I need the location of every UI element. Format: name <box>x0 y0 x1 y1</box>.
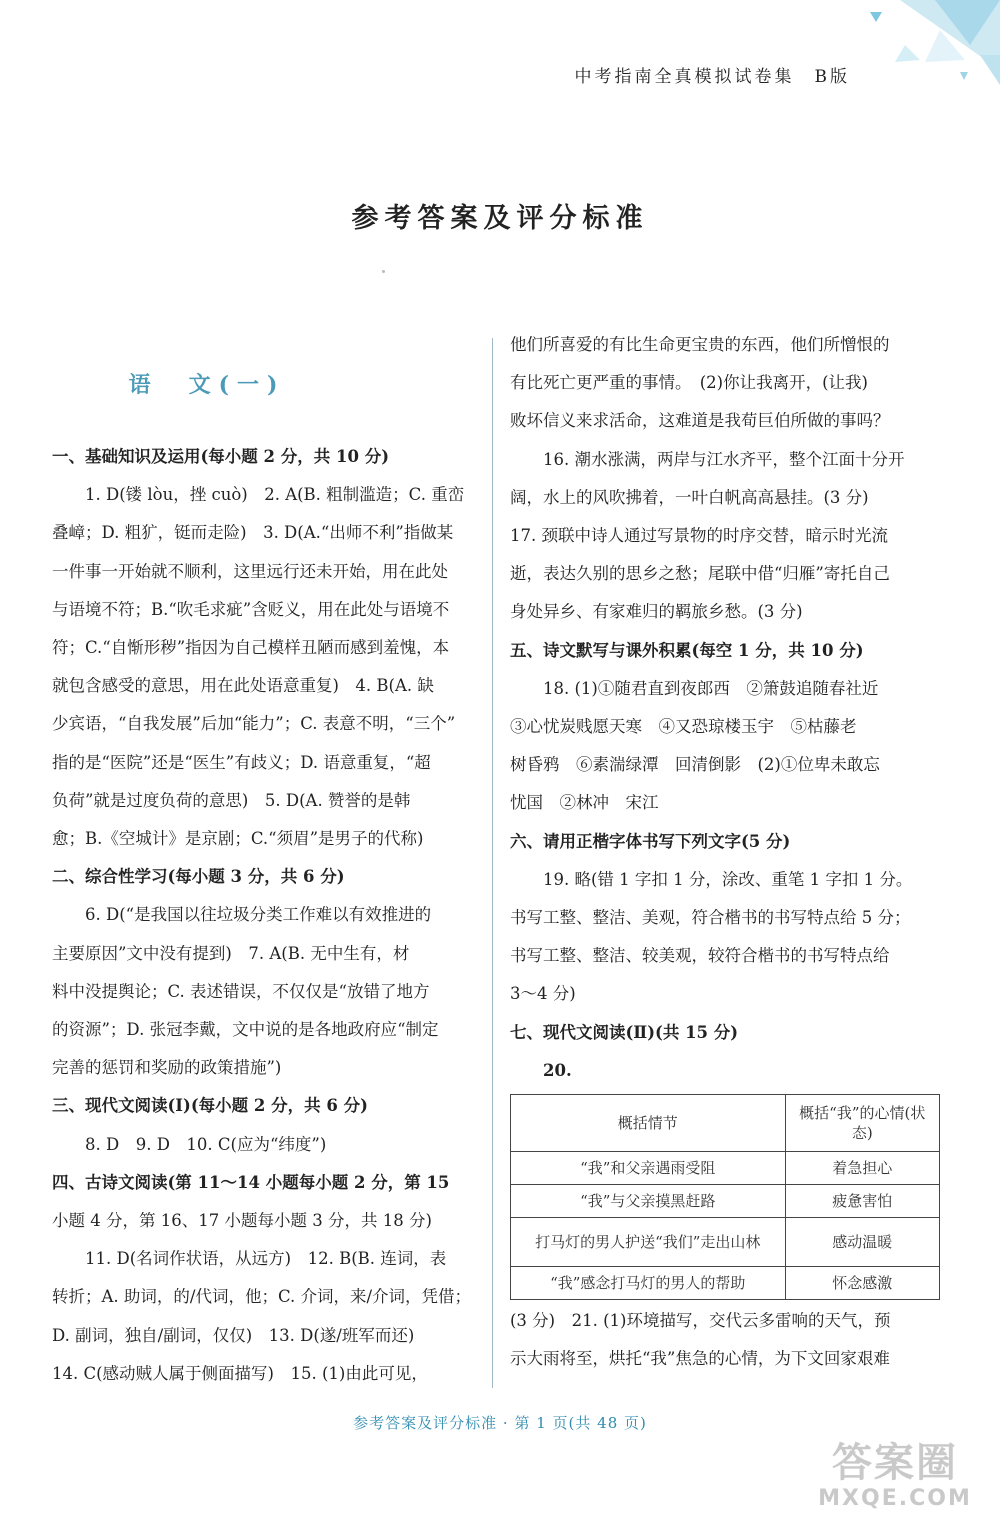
table-header-row <box>511 1095 940 1152</box>
page-title: 参考答案及评分标准 <box>351 203 649 234</box>
left-column <box>52 438 482 1393</box>
right-column-bottom <box>510 1302 946 1378</box>
text-line: 六、请用正楷字体书写下列文字(5 分) <box>510 831 791 851</box>
text-line: 主要原因”文中没有提到) 7. A(B. 无中生有，材 <box>52 943 410 963</box>
table-row <box>511 1185 940 1218</box>
text-line: 20. <box>543 1060 572 1080</box>
text-line: 一、基础知识及运用(每小题 2 分，共 10 分) <box>52 447 390 466</box>
right-column <box>510 326 946 1378</box>
text-line: 逝，表达久别的思乡之愁；尾联中借“归雁”寄托自己 <box>510 564 890 584</box>
text-line: 二、综合性学习(每小题 3 分，共 6 分) <box>52 867 345 887</box>
table-cell-mood: 疲惫害怕 <box>785 1185 939 1218</box>
table-cell-mood: 怀念感激 <box>785 1267 939 1300</box>
text-line: 一件事一开始就不顺利，这里远行还未开始，用在此处 <box>52 561 448 581</box>
text-line: ③心忧炭贱愿天寒 ④又恐琼楼玉宇 ⑤枯藤老 <box>510 717 857 737</box>
text-line: 七、现代文阅读(Ⅱ)(共 15 分) <box>510 1022 739 1042</box>
text-line: 11. D(名词作状语，从远方) 12. B(B. 连词，表 <box>85 1249 447 1269</box>
header-title: 中考指南全真模拟试卷集 B版 <box>574 67 850 87</box>
table-cell-plot: “我”与父亲摸黑赶路 <box>511 1185 786 1218</box>
watermark-logo <box>805 1440 985 1512</box>
text-line: D. 副词，独自/副词，仅仅) 13. D(遂/班军而还) <box>52 1325 415 1345</box>
text-line: 示大雨将至，烘托“我”焦急的心情，为下文回家艰难 <box>510 1349 890 1369</box>
right-column-top <box>510 326 946 1090</box>
table-row <box>511 1152 940 1185</box>
text-line: 符；C.“自惭形秽”指因为自己模样丑陋而感到羞愧，本 <box>52 638 450 658</box>
text-line: 与语境不符；B.“吹毛求疵”含贬义，用在此处与语境不 <box>52 599 450 619</box>
text-line: 17. 颈联中诗人通过写景物的时序交替，暗示时光流 <box>510 526 888 546</box>
triangle-decoration <box>840 0 1000 90</box>
text-line: 三、现代文阅读(Ⅰ)(每小题 2 分，共 6 分) <box>52 1096 368 1116</box>
page-footer: 参考答案及评分标准 · 第 1 页(共 48 页) <box>353 1414 647 1432</box>
answer-table <box>510 1094 940 1300</box>
table-row <box>511 1267 940 1300</box>
text-line: 的资源”；D. 张冠李戴，文中说的是各地政府应“制定 <box>52 1020 439 1040</box>
text-line: 书写工整、整洁、较美观，较符合楷书的书写特点给 <box>510 946 890 966</box>
text-line: 3～4 分) <box>510 984 576 1004</box>
text-line: 就包含感受的意思，用在此处语意重复) 4. B(A. 缺 <box>52 676 434 696</box>
text-line: 阔，水上的风吹拂着，一叶白帆高高悬挂。(3 分) <box>510 487 869 507</box>
text-line: 树昏鸦 ⑥素湍绿潭 回清倒影 (2)①位卑未敢忘 <box>510 755 880 775</box>
text-line: 18. (1)①随君直到夜郎西 ②箫鼓追随春社近 <box>543 678 879 698</box>
column-divider <box>492 338 493 1388</box>
text-line: 指的是“医院”还是“医生”有歧义；D. 语意重复，“超 <box>52 752 431 772</box>
table-header-mood: 概括“我”的心情(状态) <box>785 1095 939 1152</box>
text-line: 19. 略(错 1 字扣 1 分，涂改、重笔 1 字扣 1 分。 <box>543 869 913 889</box>
answer-table-wrap <box>510 1094 940 1300</box>
text-line: 料中没提舆论；C. 表述错误，不仅仅是“放错了地方 <box>52 981 430 1001</box>
text-line: 14. C(感动贼人属于侧面描写) 15. (1)由此可见， <box>52 1363 428 1383</box>
watermark-text: 答案圈 <box>832 1440 958 1486</box>
text-line: 有比死亡更严重的事情。 (2)你让我离开，(让我) <box>510 373 868 393</box>
table-cell-plot: “我”和父亲遇雨受阻 <box>511 1152 786 1185</box>
text-line: 16. 潮水涨满，两岸与江水齐平，整个江面十分开 <box>543 449 905 469</box>
table-header-plot: 概括情节 <box>511 1095 786 1152</box>
table-row <box>511 1218 940 1267</box>
text-line: 负荷”就是过度负荷的意思) 5. D(A. 赞誉的是韩 <box>52 790 411 810</box>
text-line: 身处异乡、有家难归的羁旅乡愁。(3 分) <box>510 602 803 622</box>
table-cell-mood: 感动温暖 <box>785 1218 939 1267</box>
text-line: 书写工整、整洁、美观，符合楷书的书写特点给 5 分； <box>510 908 911 928</box>
text-line: 完善的惩罚和奖励的政策措施”) <box>52 1058 282 1078</box>
text-line: 8. D 9. D 10. C(应为“纬度”) <box>85 1134 327 1154</box>
text-line: 小题 4 分，第 16、17 小题每小题 3 分，共 18 分) <box>52 1211 432 1231</box>
text-line: 1. D(镂 lòu，挫 cuò) 2. A(B. 粗制滥造；C. 重峦 <box>85 485 465 505</box>
text-line: 叠嶂；D. 粗犷，铤而走险) 3. D(A.“出师不利”指做某 <box>52 523 454 543</box>
text-line: 6. D(“是我国以往垃圾分类工作难以有效推进的 <box>85 905 432 925</box>
text-line: 他们所喜爱的有比生命更宝贵的东西，他们所憎恨的 <box>510 335 890 354</box>
section-heading: 语 文(一) <box>128 372 286 398</box>
divider-dot <box>382 270 385 273</box>
table-cell-plot: “我”感念打马灯的男人的帮助 <box>511 1267 786 1300</box>
text-line: 转折；A. 助词，的/代词，他；C. 介词，来/介词，凭借； <box>52 1287 472 1307</box>
table-cell-mood: 着急担心 <box>785 1152 939 1185</box>
table-cell-plot: 打马灯的男人护送“我们”走出山林 <box>511 1218 786 1267</box>
text-line: 五、诗文默写与课外积累(每空 1 分，共 10 分) <box>510 640 864 660</box>
text-line: 少宾语，“自我发展”后加“能力”；C. 表意不明，“三个” <box>52 714 456 734</box>
watermark-url: MXQE.COM <box>818 1486 972 1511</box>
text-line: 四、古诗文阅读(第 11～14 小题每小题 2 分，第 15 <box>52 1172 450 1192</box>
text-line: 忧国 ②林冲 宋江 <box>510 793 659 813</box>
text-line: 败坏信义来求活命，这难道是我荀巨伯所做的事吗？ <box>510 411 890 431</box>
text-line: 愈；B.《空城计》是京剧；C.“须眉”是男子的代称) <box>52 829 424 849</box>
text-line: (3 分) 21. (1)环境描写，交代云多雷响的天气，预 <box>510 1311 891 1331</box>
